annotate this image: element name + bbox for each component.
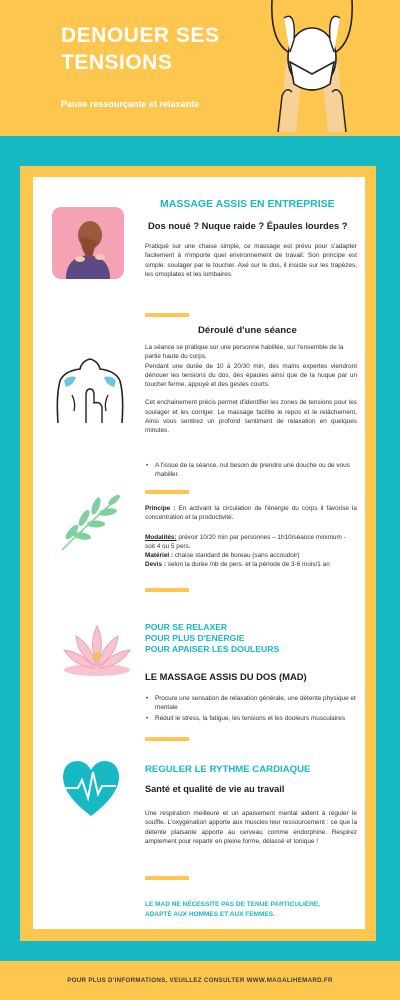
heart-rate-icon xyxy=(60,758,122,818)
devis-text: selon la durée /nb de pers. et la période de 3-6 mois/1 an xyxy=(167,561,330,569)
page-subtitle: Pause ressourçante et relaxante xyxy=(61,99,200,109)
list-item: • A l'issue de la séance, nul besoin de prendre une douche ou de vous rhabiller. xyxy=(145,461,357,480)
face-mask-icon xyxy=(266,0,358,132)
section1-title: MASSAGE ASSIS EN ENTREPRISE xyxy=(160,198,335,210)
page-title: DENOUER SES TENSIONS xyxy=(61,24,220,74)
section2-p2: Pendant une durée de 10 à 20/30 min, des mains expertes viendront dénouer les tensions du dos, des épaules ainsi que de la nuque par un toucher ferme, appuyé et des gestes courts. xyxy=(145,362,357,389)
divider xyxy=(145,876,189,880)
section3-bullets xyxy=(145,694,357,724)
closing-line-2: ADAPTÉ AUX HOMMES ET AUX FEMMES. xyxy=(145,911,275,918)
footer-text: POUR PLUS D'INFORMATIONS, VEUILLEZ CONSULTER WWW.MAGALIHEMARD.FR xyxy=(67,977,333,984)
footer xyxy=(0,961,400,1000)
section3-lines xyxy=(145,622,279,655)
section4-title: REGULER LE RYTHME CARDIAQUE xyxy=(145,764,311,775)
section3-line-3: POUR APAISER LES DOULEURS xyxy=(145,644,280,654)
list-item: • Procure une sensation de relaxation générale, une détente physique et mentale xyxy=(145,694,357,713)
divider xyxy=(145,588,189,592)
divider xyxy=(145,313,189,317)
back-muscles-icon xyxy=(52,355,128,423)
materiel-text: chaise standard de bureau (sans accoudoir) xyxy=(174,552,300,560)
header xyxy=(0,0,400,136)
devis-label: Devis : xyxy=(145,561,166,569)
principe-label: Principe : xyxy=(145,505,176,512)
devis-line xyxy=(145,560,357,569)
details-block xyxy=(145,504,357,570)
section1-subtitle: Dos noué ? Nuque raide ? Épaules lourdes ? xyxy=(148,220,348,231)
closing-note xyxy=(145,900,320,920)
principe-line xyxy=(145,504,357,523)
leaf-branch-icon xyxy=(58,492,124,554)
section3-line-2: POUR PLUS D'ENERGIE xyxy=(145,633,245,643)
list-item: • Réduit le stress, la fatigue, les tensions et les douleurs musculaires xyxy=(145,714,357,723)
modalites-label: Modalités: xyxy=(145,533,177,541)
closing-line-1: LE MAD NE NÉCESSITE PAS DE TENUE PARTICULIÈRE, xyxy=(145,901,320,908)
lotus-flower-icon xyxy=(62,618,132,680)
principe-text: En activant la circulation de l'énergie du corps il favorise la concentration et la productivité. xyxy=(145,505,357,522)
materiel-label: Matériel : xyxy=(145,552,174,560)
section2-p1: La séance se pratique sur une personne habillée, sur l'ensemble de la partie haute du corps. xyxy=(145,344,344,361)
section2-title: Déroulé d'une séance xyxy=(198,325,297,336)
section3-line-1: POUR SE RELAXER xyxy=(145,622,228,632)
materiel-line xyxy=(145,551,357,560)
section3-title: LE MASSAGE ASSIS DU DOS (MAD) xyxy=(145,671,307,682)
section2-paragraphs xyxy=(145,343,357,436)
modalites-text: prévoir 10/20 min par personnes – 1h10/séance minimum - soit 4 ou 5 pers. xyxy=(145,533,346,550)
divider xyxy=(145,490,189,494)
section2-bullets xyxy=(145,461,357,481)
section4-text: Une respiration meilleure et un apaisement mental aident à réguler le souffle. L'oxygénation apporte aux muscles leur ressourcement : ce que la détente plaisante apporte au cerveau comme endorphine. Respirez amplement pour repartir en pleine forme, délassé et tonique ! xyxy=(145,810,357,845)
divider xyxy=(145,737,189,741)
modalites-line xyxy=(145,533,357,552)
section4-subtitle: Santé et qualité de vie au travail xyxy=(145,784,285,794)
massage-photo-icon xyxy=(52,207,124,279)
section1-text: Pratiqué sur une chaise simple, ce massage est prévu pour s'adapter facilement à n'importe quel environnement de travail. Son principe est simple: soulager par le toucher. Axé sur le dos, il insiste sur les trapèzes, les omoplates et les lombaires. xyxy=(145,243,357,278)
section2-p3: Cet enchainement précis permet d'identifier les zones de tensions pour les soulager et les corriger. Le massage facilite le repos et le relâchement. Ainsi vous sentirez un profond sentiment de relaxation en quelques minutes. xyxy=(145,399,357,435)
